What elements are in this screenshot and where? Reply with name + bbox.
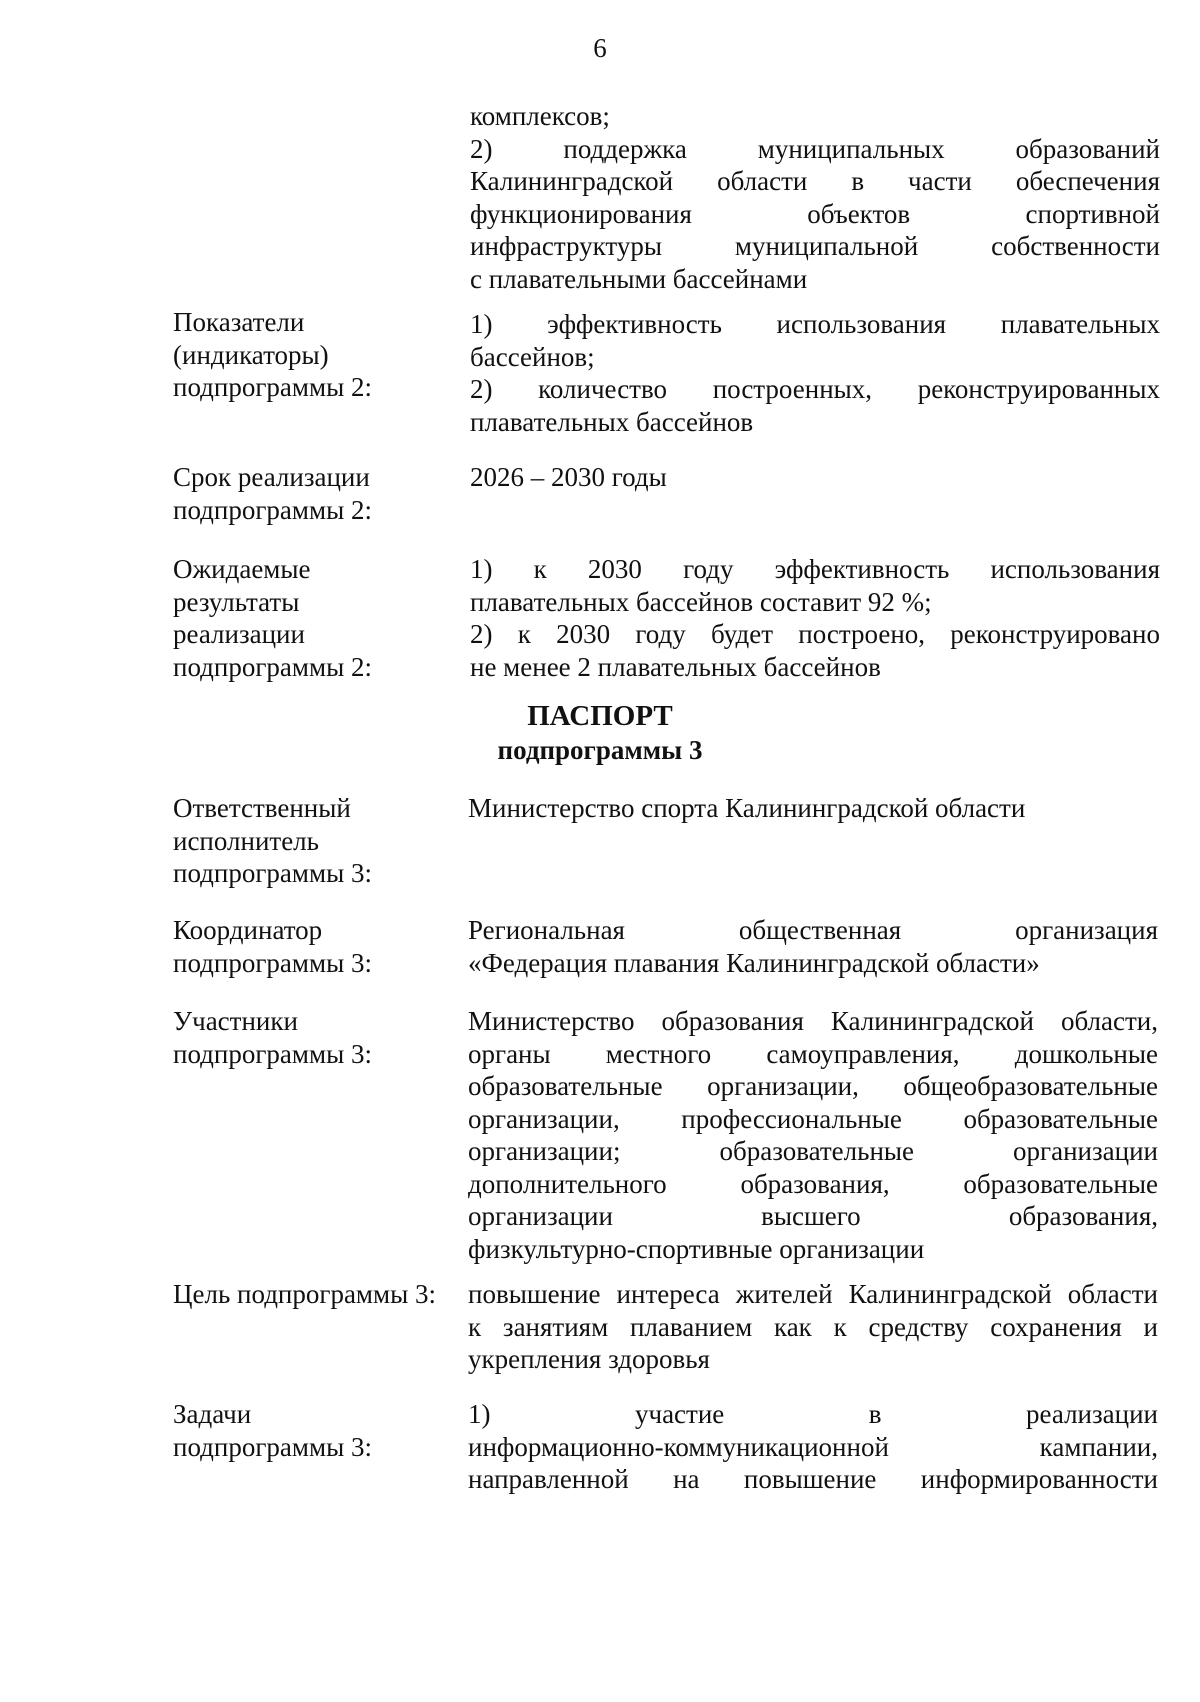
text-line: 1) к 2030 году эффективность использования — [470, 554, 1160, 584]
text-line: организации высшего образования, — [468, 1201, 1158, 1231]
continuation-text — [470, 100, 1160, 295]
label-line: подпрограммы 2: — [173, 372, 372, 402]
text-line: плавательных бассейнов — [470, 406, 754, 437]
label-line: исполнитель — [173, 825, 319, 856]
label-line: результаты — [173, 586, 300, 617]
text-line: 2) количество построенных, реконструированных — [470, 374, 1160, 404]
results-label — [173, 553, 443, 683]
text-line: не менее 2 плавательных бассейнов — [470, 651, 881, 682]
label-line: Задачи — [173, 1399, 252, 1429]
label-line: Показатели — [173, 307, 305, 337]
text-line: образовательные организации, общеобразовательные — [468, 1071, 1158, 1101]
text-line: Министерство спорта Калининградской области — [468, 793, 1026, 823]
label-line: Участники — [173, 1006, 298, 1036]
text-line: к занятиям плаванием как к средству сохранения и — [468, 1311, 1158, 1342]
label-line: подпрограммы 3: — [173, 1038, 372, 1069]
text-line: Министерство образования Калининградской области, — [468, 1006, 1158, 1036]
participants-label — [173, 1005, 443, 1070]
text-line: функционирования объектов спортивной — [470, 198, 1160, 229]
term-label — [173, 461, 443, 526]
tasks-label — [173, 1398, 443, 1463]
text-line: повышение интереса жителей Калининградской области — [468, 1279, 1158, 1309]
text-line: бассейнов; — [470, 341, 595, 372]
text-line: Калининградской области в части обеспечения — [470, 166, 1160, 196]
text-line: «Федерация плавания Калининградской области» — [468, 947, 1040, 978]
label-line: Координатор — [173, 915, 323, 945]
coordinator-label — [173, 914, 443, 979]
text-line: комплексов; — [470, 101, 610, 131]
tasks-value — [468, 1398, 1158, 1496]
label-line: (индикаторы) — [173, 339, 329, 370]
passport-subtitle: подпрограммы 3 — [497, 735, 703, 765]
text-line: с плавательными бассейнами — [470, 263, 808, 294]
label-line: Ожидаемые — [173, 554, 311, 584]
participants-value — [468, 1005, 1158, 1265]
text-line: 2) поддержка муниципальных образований — [470, 133, 1160, 164]
text-line: 1) участие в реализации — [468, 1399, 1158, 1429]
text-line: организации; образовательные организации — [468, 1136, 1158, 1166]
executor-value — [468, 792, 1158, 825]
text-line: органы местного самоуправления, дошкольные — [468, 1038, 1158, 1069]
label-line: подпрограммы 3: — [173, 1431, 372, 1462]
label-line: Ответственный — [173, 793, 351, 823]
label-line: реализации — [173, 619, 305, 649]
text-line: физкультурно-спортивные организации — [468, 1233, 925, 1264]
text-line: плавательных бассейнов составит 92 %; — [470, 586, 932, 617]
text-line: инфраструктуры муниципальной собственности — [470, 231, 1160, 261]
passport-title: ПАСПОРТ — [527, 700, 673, 732]
indicators-label — [173, 306, 443, 404]
text-line: информационно-коммуникационной кампании, — [468, 1431, 1158, 1462]
text-line: 1) эффективность использования плавательных — [470, 309, 1160, 339]
executor-label — [173, 792, 443, 890]
text-line: Региональная общественная организация — [468, 915, 1158, 945]
page-number: 6 — [593, 33, 607, 63]
goal-label — [173, 1278, 473, 1311]
label-line: подпрограммы 3: — [173, 858, 372, 888]
label-line: Цель подпрограммы 3: — [173, 1279, 436, 1309]
text-line: 2026 – 2030 годы — [470, 462, 667, 492]
coordinator-value — [468, 914, 1158, 979]
term-value — [470, 461, 1160, 494]
label-line: подпрограммы 3: — [173, 947, 372, 978]
label-line: подпрограммы 2: — [173, 651, 372, 682]
goal-value — [468, 1278, 1158, 1376]
text-line: 2) к 2030 году будет построено, реконструировано — [470, 619, 1160, 649]
results-value — [470, 553, 1160, 683]
indicators-value — [470, 308, 1160, 438]
text-line: дополнительного образования, образовательные — [468, 1168, 1158, 1199]
text-line: укрепления здоровья — [468, 1344, 710, 1374]
text-line: направленной на повышение информированности — [468, 1464, 1158, 1494]
label-line: подпрограммы 2: — [173, 494, 372, 525]
label-line: Срок реализации — [173, 462, 370, 492]
text-line: организации, профессиональные образовательные — [468, 1103, 1158, 1134]
